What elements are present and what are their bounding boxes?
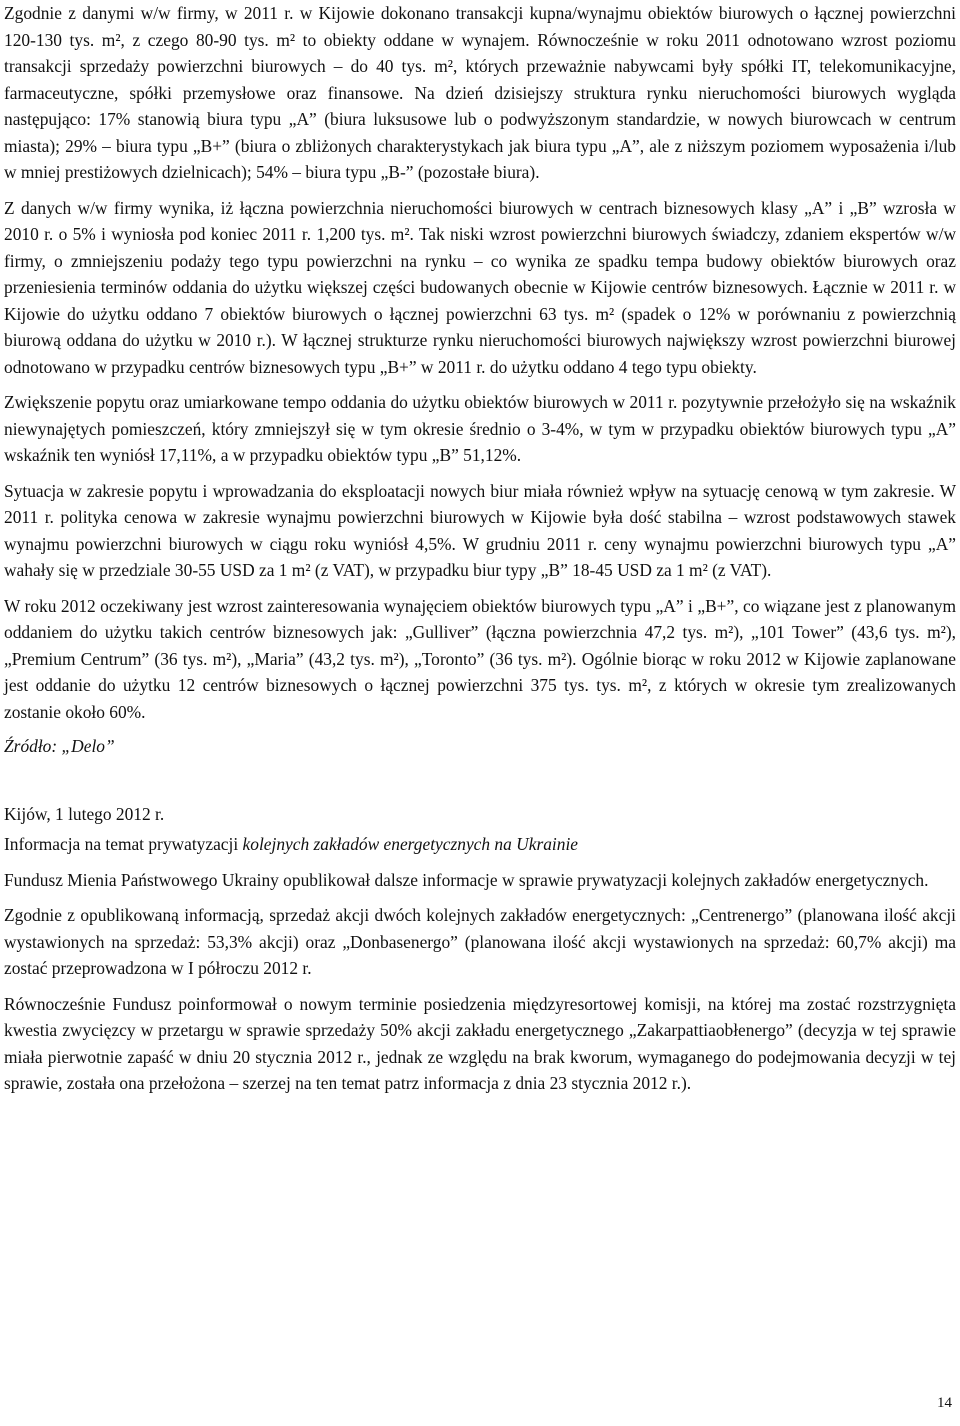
article-paragraph-1: Zgodnie z danymi w/w firmy, w 2011 r. w Kijowie dokonano transakcji kupna/wynajmu obiektów biurowych o łącznej powierzchni 120-130 tys. m², z czego 80-90 tys. m² to obiekty oddane w wynajem. Równocześnie w roku 2011 odnotowano wzrost poziomu transakcji sprzedaży powierzchni biurowych – do 40 tys. m², których przeważnie nabywcami były spółki IT, telekomunikacyjne, farmaceutyczne, spółki przemysłowe oraz finansowe. Na dzień dzisiejszy struktura rynku nieruchomości biurowych wygląda następująco: 17% stanowią biura typu „A” (biura luksusowe lub o podwyższonym standardzie, w nowych biurowcach w centrum miasta); 29% – biura typu „B+” (biura o zbliżonych charakterystykach jak biura typu „A”, ale z niższym poziomem wyposażenia i/lub w mniej prestiżowych dzielnicach); 54% – biura typu „B-” (pozostałe biura). [4, 3, 956, 182]
article-paragraph-4: Sytuacja w zakresie popytu i wprowadzania do eksploatacji nowych biur miała również wpływ na sytuację cenową w tym zakresie. W 2011 r. polityka cenowa w zakresie wynajmu powierzchni biurowych w Kijowie była dość stabilna – wzrost podstawowych stawek wynajmu powierzchni biurowych w ciągu roku wyniósł 4,5%. W grudniu 2011 r. ceny wynajmu powierzchni biurowych typu „A” wahały się w przedziale 30-55 USD za 1 m² (z VAT), w przypadku biur typy „B” 18-45 USD za 1 m² (z VAT). [4, 480, 956, 580]
news-headline-emphasis: kolejnych zakładów energetycznych na Ukrainie [242, 834, 578, 854]
news-headline [4, 831, 956, 858]
news-headline-prefix: Informacja na temat prywatyzacji [4, 834, 243, 854]
news-paragraph-1: Fundusz Mienia Państwowego Ukrainy opublikował dalsze informacje w sprawie prywatyzacji kolejnych zakładów energetycznych. [4, 869, 929, 890]
page-number: 14 [937, 1395, 952, 1411]
article-paragraph-5: W roku 2012 oczekiwany jest wzrost zainteresowania wynajęciem obiektów biurowych typu „A” i „B+”, co wiązane jest z planowanym oddaniem do użytku takich centrów biznesowych jak: „Gulliver” (łączna powierzchnia 47,2 tys. m²), „101 Tower” (43,6 tys. m²), „Premium Centrum” (36 tys. m²), „Maria” (43,2 tys. m²), „Toronto” (36 tys. m²). Ogólnie biorąc w roku 2012 w Kijowie zaplanowane jest oddanie do użytku 12 centrów biznesowych o łącznej powierzchni 375 tys. tys. m², z których w okresie tym zrealizowanych zostanie około 60%. [4, 595, 956, 722]
source-label: Źródło: „Delo” [4, 736, 115, 756]
document-page [4, 0, 956, 1097]
article-paragraph-2: Z danych w/w firmy wynika, iż łączna powierzchnia nieruchomości biurowych w centrach biznesowych klasy „A” i „B” wzrosła w 2010 r. o 5% i wyniosła pod koniec 2011 r. 1,200 tys. m². Tak niski wzrost powierzchni biurowych świadczy, zdaniem ekspertów w/w firmy, o zmniejszeniu podaży tego typu powierzchni na rynku – co wynika ze spadku tempa budowy obiektów biurowych oraz przeniesienia terminów oddania do użytku większej części budowanych obecnie w Kijowie centrów biznesowych. Łącznie w 2011 r. w Kijowie do użytku oddano 7 obiektów biurowych o łącznej powierzchni 63 tys. m² (spadek o 12% w porównaniu z powierzchnią biurową oddana do użytku w 2010 r.). W łącznej strukturze rynku nieruchomości biurowych największy wzrost powierzchni biurowej odnotowano w przypadku centrów biznesowych typu „B+” w 2011 r. do użytku oddano 4 tego typu obiekty. [4, 197, 956, 377]
news-paragraph-2: Zgodnie z opublikowaną informacją, sprzedaż akcji dwóch kolejnych zakładów energetycznych: „Centrenergo” (planowana ilość akcji wystawionych na sprzedaż: 53,3% akcji) oraz „Donbasenergo” (planowana ilość akcji wystawionych na sprzedaż: 60,7% akcji) ma zostać przeprowadzona w I półroczu 2012 r. [4, 905, 956, 978]
article-paragraph-3: Zwiększenie popytu oraz umiarkowane tempo oddania do użytku obiektów biurowych w 2011 r. pozytywnie przełożyło się na wskaźnik niewynajętych pomieszczeń, który zmniejszył się w tym okresie średnio o 3-4%, w tym w przypadku obiektów biurowych typu „A” wskaźnik ten wyniósł 17,11%, a w przypadku obiektów typu „B” 51,12%. [4, 392, 956, 465]
news-date: Kijów, 1 lutego 2012 r. [4, 804, 165, 824]
news-paragraph-3: Równocześnie Fundusz poinformował o nowym terminie posiedzenia międzyresortowej komisji, na której ma zostać rozstrzygnięta kwestia zwycięzcy w przetargu w sprawie sprzedaży 50% akcji zakładu energetycznego „Zakarpattiaobłenergo” (decyzja w tej sprawie miała pierwotnie zapaść w dniu 20 stycznia 2012 r., jednak ze względu na brak kworum, wymaganego do podejmowania decyzji w tej sprawie, została ona przełożona – szerzej na ten temat patrz informacja z dnia 23 stycznia 2012 r.). [4, 993, 956, 1093]
